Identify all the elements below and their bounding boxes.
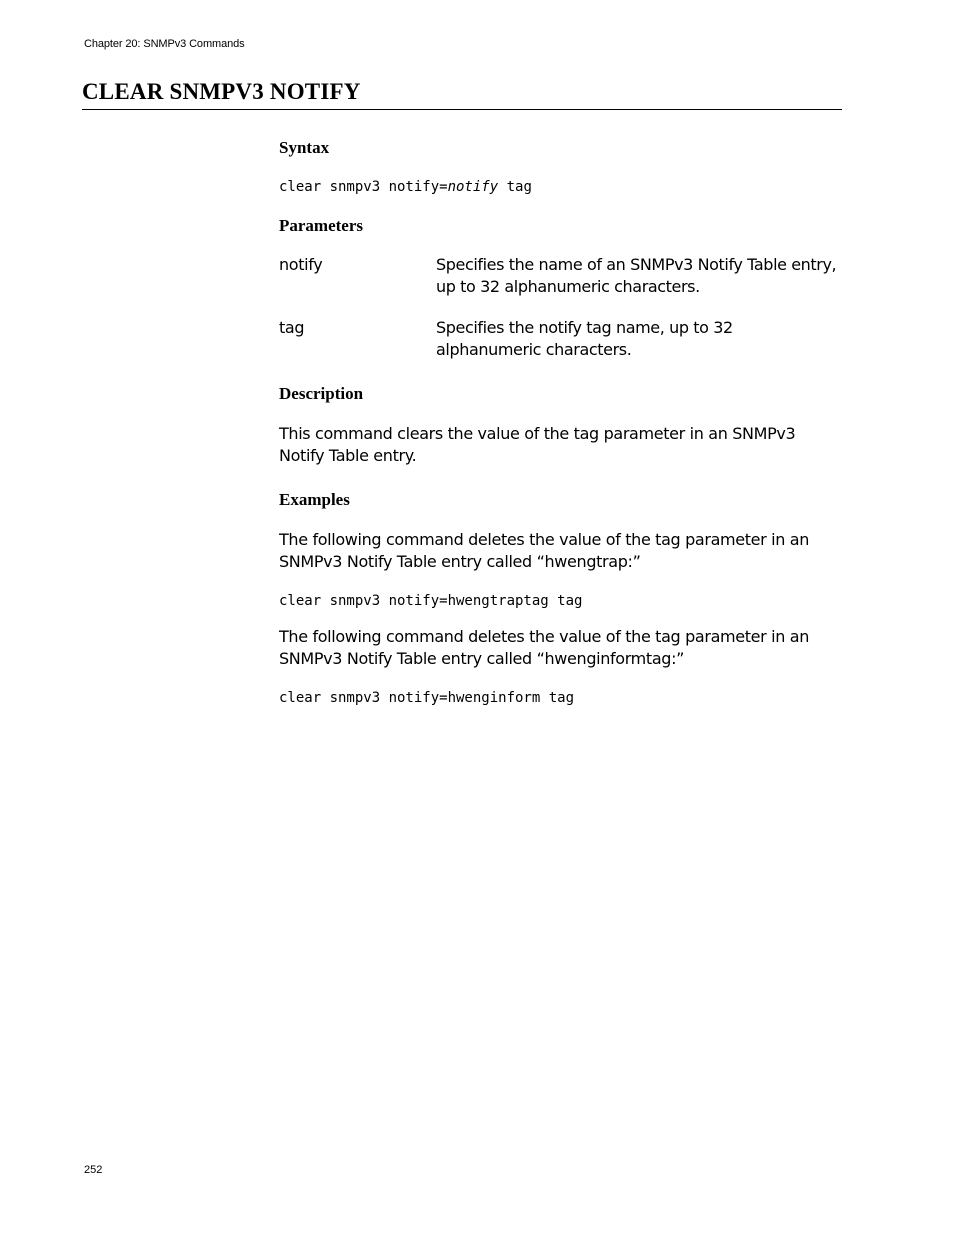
syntax-command (279, 178, 532, 196)
page-title: CLEAR SNMPV3 NOTIFY (82, 78, 842, 110)
syntax-heading: Syntax (279, 138, 330, 157)
example-2-command: clear snmpv3 notify=hwenginform tag (279, 690, 575, 706)
syntax-command-param: notify (447, 179, 499, 195)
parameter-name-tag: tag (279, 318, 305, 337)
examples-heading: Examples (279, 490, 350, 509)
example-2-text: The following command deletes the value of the tag parameter in an SNMPv3 Notify Table entry called “hwenginformtag:” (279, 627, 810, 668)
description-text: This command clears the value of the tag parameter in an SNMPv3 Notify Table entry. (279, 424, 796, 465)
parameter-description-notify: Specifies the name of an SNMPv3 Notify Table entry, up to 32 alphanumeric characters. (436, 255, 837, 296)
syntax-command-suffix: tag (498, 179, 532, 195)
page-number: 252 (84, 1164, 103, 1176)
description-heading: Description (279, 384, 364, 403)
syntax-command-prefix: clear snmpv3 notify= (279, 179, 448, 195)
parameters-heading: Parameters (279, 216, 364, 235)
parameter-description-tag: Specifies the notify tag name, up to 32 alphanumeric characters. (436, 318, 733, 359)
example-1-command: clear snmpv3 notify=hwengtraptag tag (279, 593, 583, 609)
parameter-name-notify: notify (279, 255, 323, 274)
example-1-text: The following command deletes the value of the tag parameter in an SNMPv3 Notify Table entry called “hwengtrap:” (279, 530, 810, 571)
running-header: Chapter 20: SNMPv3 Commands (84, 38, 245, 50)
